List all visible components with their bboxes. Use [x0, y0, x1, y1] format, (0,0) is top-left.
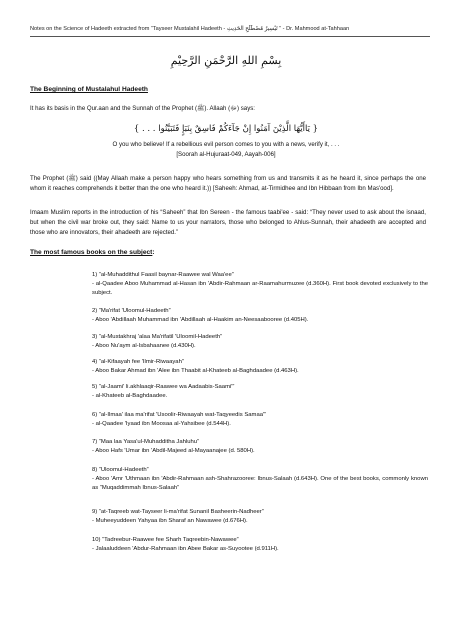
imaam-muslim-paragraph: Imaam Muslim reports in the introduction of his “Saheeh” that Ibn Sereen - the famous taabi'ee - said: “They never used to ask about the isnaad, but when the civil war broke out, they said: Name to us your narrators, those who belonged to Ahlus-Sunnah, their ahadeeth are accepted and those who are innovators, their ahadeeth are rejected.” — [30, 209, 426, 236]
book-title: 6) “al-Ilmaa' ilaa ma'rifat 'Usoolir-Riwaayah wat-Taqyeedis Samaa'” — [92, 412, 267, 418]
book-detail: - al-Qaadee Aboo Muhammad al-Hasan ibn 'Abdir-Rahmaan ar-Raamahurmuzee (d.360H). First book devoted exclusively to the subject. — [92, 281, 428, 296]
list-item — [92, 438, 428, 456]
list-item — [92, 358, 428, 376]
book-detail: - al-Khateeb al-Baghdaadee. — [92, 393, 168, 399]
list-item — [92, 333, 428, 351]
list-item — [92, 307, 428, 325]
hadith-paragraph: The Prophet (ﷺ) said ((May Allaah make a person happy who hears something from us and transmits it as he heard it, since perhaps the one whom it reaches comprehends it better than the one who heard it.)) [Saheeh: Ahmad, at-Tirmidhee and Ibn Hibbaan from Ibn Mas'ood]. — [30, 175, 426, 192]
verse-translation: O you who believe! If a rebellious evil person comes to you with a news, verify it, . . . — [112, 141, 340, 148]
book-detail: - Aboo Nu'aym al-Isbahaanee (d.430H). — [92, 343, 196, 349]
book-title: 5) “al-Jaami' li.akhlaaqir-Raawee wa Aadaabis-Saami'” — [92, 384, 235, 390]
list-item — [92, 508, 428, 526]
book-title: 9) “at-Taqreeb wat-Tayseer li-ma'rifat Sunanil Basheerin-Nadheer” — [92, 509, 264, 515]
book-title: 3) “al-Mustakhraj 'alaa Ma'rifatil 'Uloomil-Hadeeth” — [92, 334, 223, 340]
book-detail: - Aboo Bakar Ahmad ibn 'Alee ibn Thaabit al-Khateeb al-Baghdaadee (d.463H). — [92, 368, 299, 374]
list-item — [92, 411, 428, 429]
book-detail: - Aboo Hafs 'Umar ibn 'Abdil-Majeed al-Mayaanajee (d. 580H). — [92, 448, 255, 454]
list-item — [92, 536, 428, 554]
section-title-books-text: The most famous books on the subject — [30, 249, 153, 256]
list-item — [92, 383, 428, 401]
book-detail: - al-Qaadee 'Iyaad ibn Moosaa al-Yahsibee (d.544H). — [92, 421, 231, 427]
quran-verse-arabic: { يَاأَيُّهَا الَّذِيْنَ آمَنُوا إِنْ جَآءَكُمْ فَاسِقٌ بِنَبَإٍ فَتَبَيَّنُوا . . . } — [133, 124, 319, 134]
book-detail: - Aboo 'Amr 'Uthmaan ibn 'Abdir-Rahmaan ash-Shahrazooree: Ibnus-Salaah (d.643H). One of the best books, commonly known as “Muqaddimmah Ibnus-Salaah” — [92, 476, 428, 491]
book-detail: - Jalaaluddeen 'Abdur-Rahmaan ibn Abee Bakar as-Suyootee (d.911H). — [92, 546, 279, 552]
book-detail: - Muheeyuddeen Yahyaa ibn Sharaf an Nawawee (d.676H). — [92, 518, 248, 524]
section-title-books-colon: : — [152, 249, 155, 256]
book-title: 1) “al-Muhaddithul Faasil baynar-Raawee wal Waa'ee” — [92, 272, 234, 278]
list-item — [92, 271, 428, 298]
book-detail: - Aboo 'Abdillaah Muhammad ibn 'Abdillaah al-Haakim an-Neesaabooree (d.405H). — [92, 317, 309, 323]
running-header: Notes on the Science of Hadeeth extracted from “Tayseer Mustalahil Hadeeth - تَيْسِيرُ مُصْطَلَحِ الحَدِيثِ ” - Dr. Mahmood at-Tahhaan — [30, 26, 350, 32]
section-title-books — [30, 249, 155, 256]
section-title-beginning: The Beginning of Mustalahul Hadeeth — [30, 86, 148, 93]
book-title: 10) “Tadreebur-Raawee fee Sharh Taqreebin-Nawawee” — [92, 537, 239, 543]
verse-reference: [Soorah al-Hujuraat-049, Aayah-006] — [176, 151, 276, 158]
book-title: 8) “Uloomul-Hadeeth” — [92, 467, 149, 473]
list-item — [92, 466, 428, 493]
intro-paragraph: It has its basis in the Qur.aan and the Sunnah of the Prophet (ﷺ). Allaah (ﷻ) says: — [30, 105, 255, 112]
header-divider — [30, 36, 430, 37]
basmala: بِسْمِ اللهِ الرَّحْمَنِ الرَّحِيْمِ — [170, 54, 282, 67]
book-title: 2) “Ma'rifat 'Uloomul-Hadeeth” — [92, 308, 171, 314]
book-title: 4) “al-Kifaayah fee 'Ilmir-Riwaayah” — [92, 359, 184, 365]
book-title: 7) “Maa laa Yasa'ul-Muhadditha Jahluhu” — [92, 439, 199, 445]
